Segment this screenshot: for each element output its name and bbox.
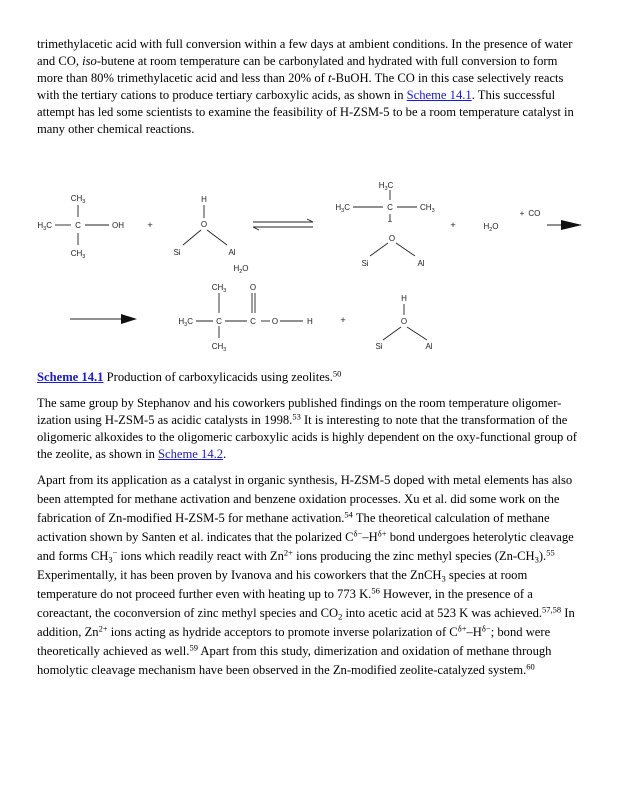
svg-text:O: O (200, 220, 208, 229)
svg-text:O: O (400, 317, 408, 326)
svg-text:H3C: $H_3C$ (378, 181, 394, 192)
svg-text:+: + (450, 220, 456, 231)
caption-reference: 50 (332, 368, 342, 379)
scheme-14-1-figure (37, 176, 597, 356)
svg-text:OH: OH (112, 221, 124, 230)
svg-text:C: C (216, 317, 222, 326)
svg-text:Si: Si (375, 342, 383, 351)
svg-text:+: + (340, 315, 346, 326)
svg-text:H3C: $H_3C$ (178, 317, 193, 328)
svg-text:Al: Al (228, 248, 236, 257)
svg-text:CH3: $CH_3$ (211, 283, 227, 294)
svg-text:H2O: $H_2O$ (483, 222, 499, 233)
svg-text:−: − (387, 217, 393, 226)
svg-text:+: + (147, 220, 153, 231)
svg-text:H: H (307, 317, 313, 326)
scheme-14-1-link[interactable]: Scheme 14.1 (406, 87, 472, 102)
svg-text:Al: Al (417, 259, 425, 268)
svg-text:+CO: + CO (519, 209, 541, 218)
scheme-14-2-link[interactable]: Scheme 14.2 (158, 446, 224, 461)
document-page (37, 36, 583, 677)
svg-text:H: H (401, 294, 407, 303)
svg-text:CH3: $CH_3$ (70, 249, 86, 260)
svg-text:O: O (388, 234, 396, 243)
svg-text:C: C (387, 203, 393, 212)
svg-text:C: C (250, 317, 256, 326)
paragraph-2: The same group by Stephanov and his coworkers published findings on the room temperature oligomer-ization using H-ZSM-5 as acidic catalysts in 1998.53 It is interesting to note that the transformation of the oligomeric alkoxides to the oligomeric carboxylic acids is highly dependent on the oxy-functional group of the zeolite, as shown in Scheme 14.2. (37, 396, 577, 461)
svg-text:Si: Si (173, 248, 181, 257)
svg-text:CH3: $CH_3$ (211, 342, 227, 353)
svg-text:H3C: $H_3C$ (37, 221, 52, 232)
svg-text:H2O: $H_2O$ (233, 264, 249, 275)
svg-text:C: C (75, 221, 81, 230)
svg-text:H3C: $H_3C$ (335, 203, 350, 214)
svg-text:Si: Si (361, 259, 369, 268)
svg-text:H: H (201, 195, 207, 204)
paragraph-1: trimethylacetic acid with full conversion within a few days at ambient conditions. In the presence of water and CO, iso-butene at room temperature can be carbonylated and hydrated with full conversion to form more than 80% trimethylacetic acid and less than 20% of t-BuOH. The CO in this case selectively reacts with the tertiary cations to produce tertiary carboxylic acids, as shown in Scheme 14.1. This successful attempt has led some scientists to examine the feasibility of H-ZSM-5 to be a room temperature catalyst in many other chemical reactions. (37, 37, 574, 136)
svg-text:CH3: $CH_3$ (420, 203, 435, 214)
svg-text:O: O (249, 283, 257, 292)
caption-scheme-label[interactable]: Scheme 14.1 (37, 370, 104, 384)
svg-text:CH3: $CH_3$ (70, 194, 86, 205)
paragraph-3: Apart from its application as a catalyst in organic synthesis, H-ZSM-5 doped with metal elements has also been attempted for methane activation and benzene oxidation processes. Xu et al. did some work on the fabrication of Zn-modified H-ZSM-5 for methane activation.$^{54}$ The theoretical calculation of methane activation shown by Santen et al. indicates that the polarized $C^{\delta-}-H^{\delta+}$ bond undergoes heterolytic cleavage and forms $CH_3^-$ ions which readily react with $Zn^{2+}$ ions producing the zinc methyl species $(Zn-CH_3).^{55}$ Experimentally, it has been proven by Ivanova and his coworkers that the ZnCH$_3$ species at room temperature do not proceed further even with heating up to 773 K.$^{56}$ However, in the presence of a coreactant, the coconversion of zinc methyl species and $CO_2$ into acetic acid at 523 K was achieved.$^{57,58}$ In addition, $Zn^{2+}$ ions acting as hydride acceptors to promote inverse polarization of $C^{\delta+}-H^{\delta-}$; bond were theoretically achieved as well.$^{59}$ Apart from this study, dimerization and oxidation of methane through homolytic cleavage mechanism have been observed in the Zn-modified zeolite-catalyzed system.$^{60}$ (37, 472, 575, 677)
svg-text:Al: Al (425, 342, 433, 351)
svg-text:O: O (271, 317, 279, 326)
scheme-caption: Scheme 14.1 Production of carboxylicacids using zeolites.$^{50}$ (37, 368, 342, 384)
